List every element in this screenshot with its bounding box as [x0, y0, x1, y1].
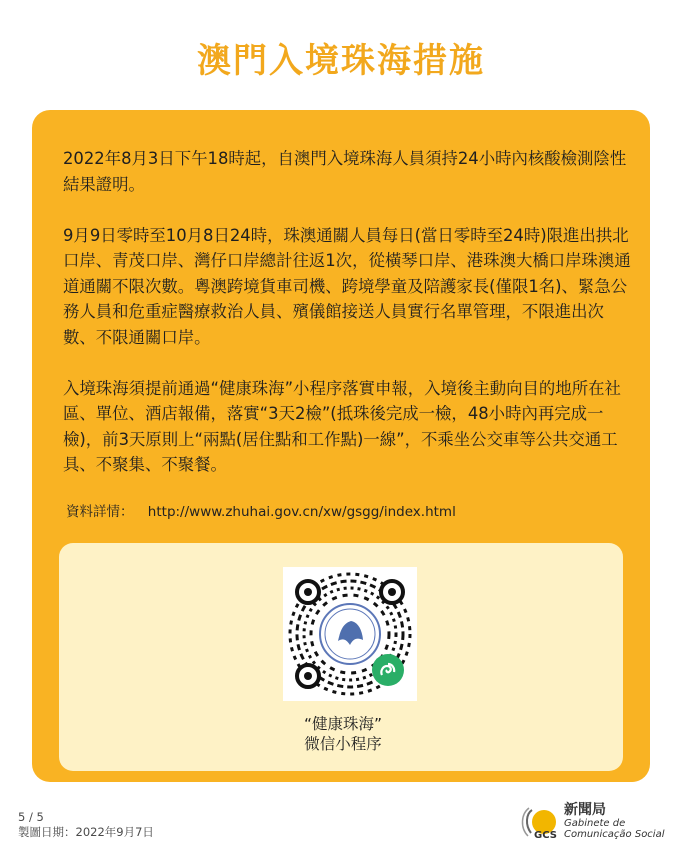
- source-info: [66, 500, 456, 520]
- gcs-logo-text: [564, 802, 674, 840]
- qr-code-icon: [283, 567, 417, 701]
- paragraph-3: 入境珠海須提前通過“健康珠海”小程序落實申報，入境後主動向目的地所在社區、單位、酒店報備，落實“3天2檢”(抵珠後完成一檢，48小時內再完成一檢)，前3天原則上“兩點(居住點和工作點)一線”，不乘坐公交車等公共交通工具、不聚集、不聚餐。: [63, 378, 621, 474]
- gcs-logo-mark-icon: [520, 802, 560, 842]
- made-date: 製圖日期：2022年9月7日: [18, 825, 154, 839]
- content-body: [63, 146, 631, 503]
- page-title: 澳門入境珠海措施: [197, 41, 485, 81]
- gcs-logo: [520, 800, 670, 844]
- logo-subtitle-2: Comunicação Social: [564, 829, 665, 840]
- qr-caption-line2: 微信小程序: [304, 735, 382, 753]
- logo-subtitle-1: Gabinete de: [564, 818, 626, 829]
- source-link[interactable]: http://www.zhuhai.gov.cn/xw/gsgg/index.html: [147, 504, 456, 520]
- qr-code-graphic: [283, 567, 417, 701]
- source-label: 資料詳情：: [66, 504, 134, 520]
- footer-info: [18, 810, 154, 840]
- page-number: 5 / 5: [18, 810, 44, 824]
- logo-title: 新聞局: [564, 802, 606, 818]
- svg-text:GCS: GCS: [534, 830, 557, 841]
- qr-caption-line1: “健康珠海”: [303, 715, 383, 733]
- paragraph-1: 2022年8月3日下午18時起，自澳門入境珠海人員須持24小時內核酸檢測陰性結果證明。: [63, 149, 627, 194]
- qr-caption: [283, 714, 403, 754]
- paragraph-2: 9月9日零時至10月8日24時，珠澳通關人員每日(當日零時至24時)限進出拱北口岸、青茂口岸、灣仔口岸總計往返1次，從橫琴口岸、港珠澳大橋口岸珠澳通道通關不限次數。粵澳跨境貨車司機、跨境學童及陪護家長(僅限1名)、緊急公務人員和危重症醫療救治人員、殯儀館接送人員實行名單管理，不限進出次數、不限通關口岸。: [63, 225, 631, 347]
